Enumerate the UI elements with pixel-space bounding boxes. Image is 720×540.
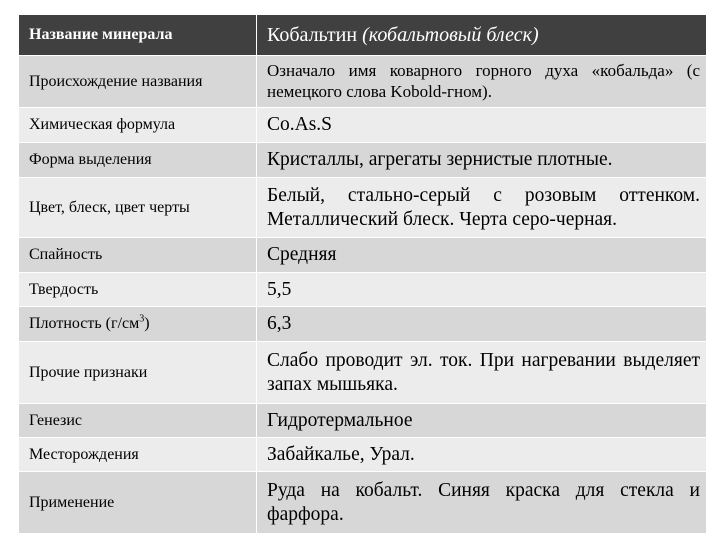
row-value: 6,3 (257, 307, 707, 342)
table-row (19, 238, 707, 273)
header-mineral-name (257, 15, 707, 56)
table-row (19, 472, 707, 534)
row-label: Химическая формула (19, 108, 257, 143)
mineral-table (18, 14, 707, 534)
table-row (19, 307, 707, 342)
row-label: Генезис (19, 404, 257, 438)
table-row (19, 178, 707, 238)
row-label: Прочие признаки (19, 342, 257, 404)
row-label: Цвет, блеск, цвет черты (19, 178, 257, 238)
row-value: Означало имя коварного горного духа «кобальда» (с немецкого слова Kobold-гном). (257, 56, 707, 108)
row-value: Слабо проводит эл. ток. При нагревании выделяет запах мышьяка. (257, 342, 707, 404)
mineral-alt-name: (кобальтовый блеск) (362, 23, 539, 46)
row-value: Кристаллы, агрегаты зернистые плотные. (257, 143, 707, 178)
header-label: Название минерала (19, 15, 257, 56)
mineral-name: Кобальтин (267, 23, 358, 46)
table-row (19, 143, 707, 178)
table-row (19, 342, 707, 404)
table-row (19, 273, 707, 307)
row-label: Спайность (19, 238, 257, 273)
row-value: Забайкалье, Урал. (257, 438, 707, 472)
row-value: Руда на кобальт. Синяя краска для стекла и фарфора. (257, 472, 707, 534)
row-label: Происхождение названия (19, 56, 257, 108)
row-label: Применение (19, 472, 257, 534)
row-value: Гидротермальное (257, 404, 707, 438)
table-row (19, 56, 707, 108)
table-row (19, 404, 707, 438)
row-label: Месторождения (19, 438, 257, 472)
table-header-row (19, 15, 707, 56)
row-value: Средняя (257, 238, 707, 273)
table-row (19, 438, 707, 472)
row-label-density: Плотность $(г/см^3)$ (19, 307, 257, 342)
row-label: Твердость (19, 273, 257, 307)
row-value: 5,5 (257, 273, 707, 307)
table-row (19, 108, 707, 143)
row-label: Форма выделения (19, 143, 257, 178)
row-value: Белый, стально-серый с розовым оттенком. Металлический блеск. Черта серо-черная. (257, 178, 707, 238)
row-value: Co.As.S (257, 108, 707, 143)
